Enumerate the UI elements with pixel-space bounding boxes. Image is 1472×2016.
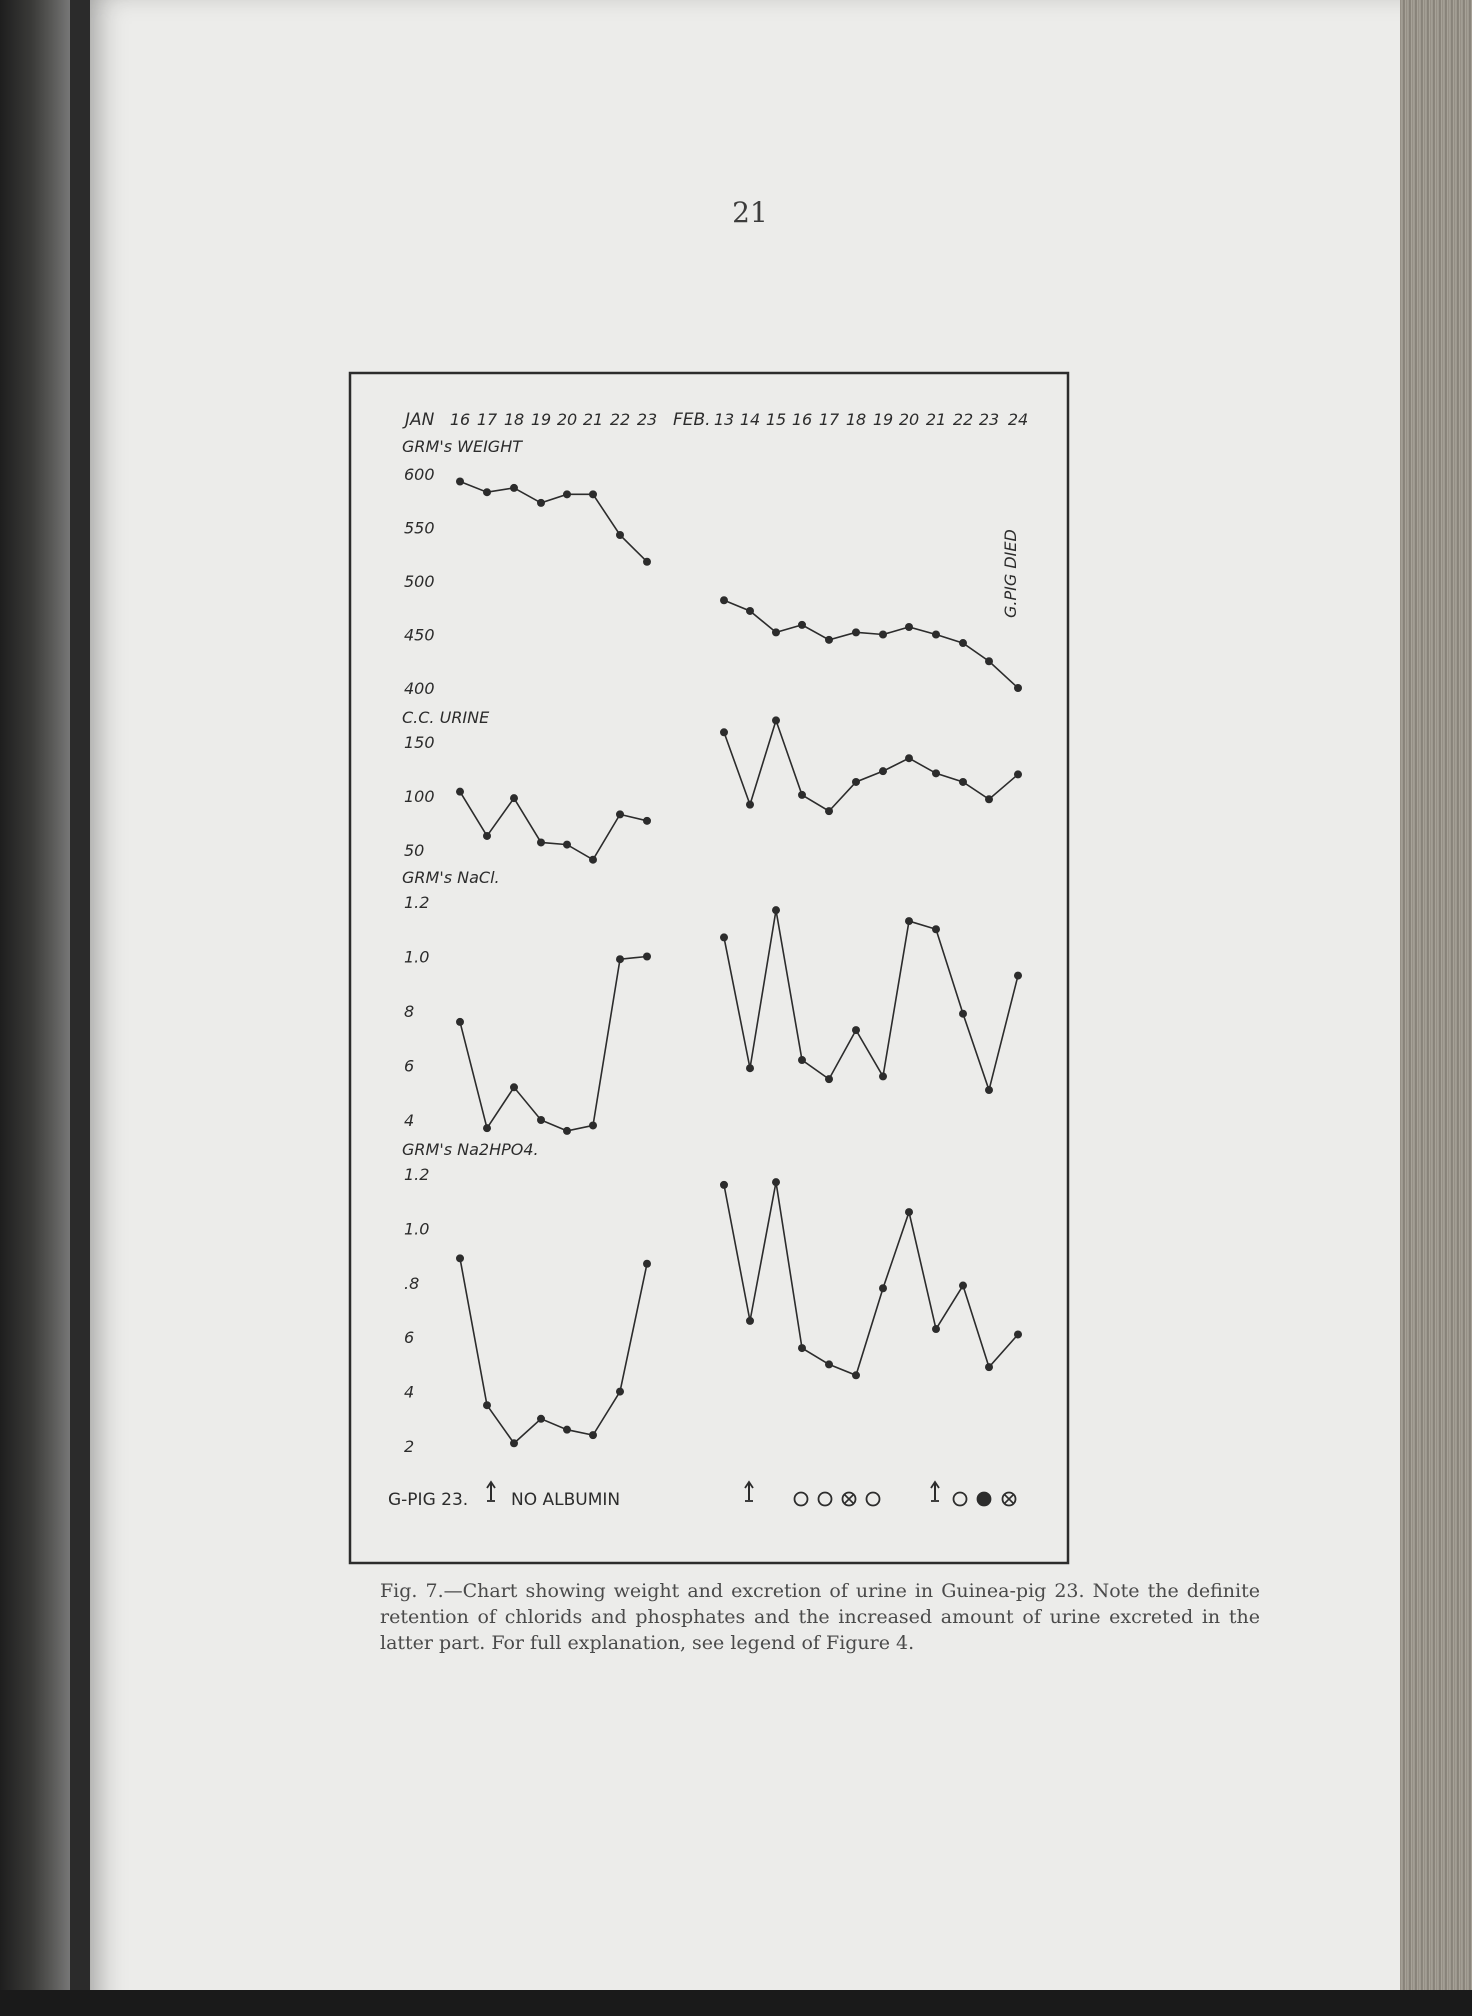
data-point bbox=[772, 628, 780, 636]
data-point bbox=[616, 1388, 624, 1396]
y-tick-label: 1.2 bbox=[404, 893, 430, 912]
header-feb-day: 16 bbox=[791, 410, 813, 429]
y-tick-label: 100 bbox=[404, 787, 435, 806]
chart-frame bbox=[350, 373, 1068, 1563]
legend-symbol-cross bbox=[843, 1493, 856, 1506]
data-point bbox=[537, 1415, 545, 1423]
header-feb-day: 21 bbox=[925, 410, 947, 429]
header-jan-day: 23 bbox=[636, 410, 658, 429]
figure-caption: Fig. 7.—Chart showing weight and excretion of urine in Guinea-pig 23. Note the definite retention of chlorids and phosphates and the increased amount of urine excreted in the latter part. For full explanation, see legend of Figure 4. bbox=[380, 1580, 1260, 1654]
data-point bbox=[798, 1056, 806, 1064]
data-point bbox=[932, 1325, 940, 1333]
data-point bbox=[456, 477, 464, 485]
y-tick-label: 150 bbox=[404, 733, 435, 752]
data-point bbox=[510, 1083, 518, 1091]
header-feb-day: 15 bbox=[765, 410, 787, 429]
panel-title: C.C. URINE bbox=[402, 708, 490, 727]
data-point bbox=[483, 832, 491, 840]
header-feb-day: 13 bbox=[713, 410, 735, 429]
panel-phosphate bbox=[402, 1140, 1022, 1456]
y-tick-label: 550 bbox=[404, 518, 435, 538]
data-point bbox=[879, 1072, 887, 1080]
legend-symbol-cross bbox=[1003, 1493, 1016, 1506]
data-point bbox=[772, 906, 780, 914]
data-point bbox=[772, 716, 780, 724]
header-jan-day: 19 bbox=[530, 410, 552, 429]
data-point bbox=[589, 490, 597, 498]
header-feb-day: 23 bbox=[978, 410, 1000, 429]
date-header bbox=[402, 410, 1028, 430]
y-tick-label: 50 bbox=[404, 841, 425, 860]
data-point bbox=[852, 1026, 860, 1034]
header-jan-day: 18 bbox=[503, 410, 525, 429]
legend-symbol-open bbox=[795, 1493, 808, 1506]
series-line-feb bbox=[724, 1182, 1018, 1375]
data-point bbox=[746, 801, 754, 809]
series-line-feb bbox=[724, 910, 1018, 1090]
y-tick-label: 6 bbox=[404, 1328, 415, 1348]
plot-area bbox=[402, 437, 1022, 1456]
y-tick-label: 6 bbox=[404, 1056, 415, 1076]
data-point bbox=[510, 794, 518, 802]
data-point bbox=[746, 1064, 754, 1072]
panel-title: GRM's NaCl. bbox=[402, 868, 500, 887]
series-line-jan bbox=[460, 957, 647, 1131]
data-point bbox=[643, 817, 651, 825]
data-point bbox=[456, 1254, 464, 1262]
died-annotation: G.PIG DIED bbox=[1001, 529, 1020, 618]
data-point bbox=[959, 639, 967, 647]
panel-nacl bbox=[402, 868, 1022, 1135]
series-line-feb bbox=[724, 720, 1018, 811]
data-point bbox=[852, 1371, 860, 1379]
data-point bbox=[537, 499, 545, 507]
data-point bbox=[746, 1317, 754, 1325]
data-point bbox=[798, 1344, 806, 1352]
y-tick-label: 500 bbox=[404, 572, 435, 591]
data-point bbox=[563, 1426, 571, 1434]
data-point bbox=[720, 596, 728, 604]
panel-weight bbox=[402, 437, 1022, 698]
header-feb-day: 20 bbox=[898, 410, 920, 429]
data-point bbox=[483, 1124, 491, 1132]
data-point bbox=[510, 484, 518, 492]
data-point bbox=[563, 1127, 571, 1135]
data-point bbox=[985, 1363, 993, 1371]
header-feb-label: FEB. bbox=[673, 410, 711, 430]
data-point bbox=[932, 631, 940, 639]
header-jan-day: 16 bbox=[449, 410, 471, 429]
y-tick-label: 400 bbox=[404, 679, 435, 698]
data-point bbox=[959, 1010, 967, 1018]
data-point bbox=[825, 807, 833, 815]
data-point bbox=[643, 953, 651, 961]
data-point bbox=[985, 657, 993, 665]
data-point bbox=[537, 838, 545, 846]
y-tick-label: 2 bbox=[404, 1437, 415, 1456]
data-point bbox=[798, 621, 806, 629]
data-point bbox=[456, 1018, 464, 1026]
data-point bbox=[825, 1360, 833, 1368]
panel-urine bbox=[402, 708, 1022, 864]
header-jan-label: JAN bbox=[405, 410, 435, 430]
data-point bbox=[537, 1116, 545, 1124]
data-point bbox=[852, 778, 860, 786]
panel-title: GRM's WEIGHT bbox=[402, 437, 522, 456]
legend-symbol-filled bbox=[978, 1493, 991, 1506]
data-point bbox=[1014, 1330, 1022, 1338]
data-point bbox=[720, 1181, 728, 1189]
data-point bbox=[879, 767, 887, 775]
panel-title: GRM's Na2HPO4. bbox=[402, 1140, 539, 1159]
data-point bbox=[959, 1282, 967, 1290]
data-point bbox=[616, 810, 624, 818]
data-point bbox=[589, 1431, 597, 1439]
legend-row bbox=[388, 1482, 1016, 1510]
data-point bbox=[720, 933, 728, 941]
data-point bbox=[905, 623, 913, 631]
y-tick-label: 450 bbox=[404, 625, 435, 645]
data-point bbox=[985, 1086, 993, 1094]
arrow-marker-icon bbox=[931, 1482, 939, 1501]
data-point bbox=[643, 1260, 651, 1268]
series-line-jan bbox=[460, 792, 647, 860]
y-tick-label: 600 bbox=[404, 465, 435, 484]
data-point bbox=[985, 795, 993, 803]
header-feb-day: 19 bbox=[872, 410, 894, 429]
data-point bbox=[932, 769, 940, 777]
data-point bbox=[932, 925, 940, 933]
header-jan-day: 22 bbox=[609, 410, 631, 429]
data-point bbox=[1014, 972, 1022, 980]
header-feb-day: 18 bbox=[845, 410, 867, 429]
data-point bbox=[483, 488, 491, 496]
data-point bbox=[879, 1284, 887, 1292]
data-point bbox=[798, 791, 806, 799]
header-jan-day: 17 bbox=[476, 410, 498, 429]
data-point bbox=[772, 1178, 780, 1186]
no-albumin-arrow-icon bbox=[487, 1482, 495, 1501]
series-line-jan bbox=[460, 1258, 647, 1443]
data-point bbox=[825, 636, 833, 644]
data-point bbox=[616, 531, 624, 539]
y-tick-label: 4 bbox=[404, 1111, 415, 1130]
legend-subject: G-PIG 23. bbox=[388, 1490, 469, 1510]
y-tick-label: 1.0 bbox=[404, 1219, 430, 1239]
arrow-marker-icon bbox=[745, 1482, 753, 1501]
header-feb-day: 22 bbox=[952, 410, 974, 429]
data-point bbox=[456, 788, 464, 796]
data-point bbox=[825, 1075, 833, 1083]
data-point bbox=[563, 841, 571, 849]
header-jan-day: 20 bbox=[556, 410, 578, 429]
header-jan-day: 21 bbox=[582, 410, 604, 429]
y-tick-label: .8 bbox=[404, 1273, 420, 1293]
data-point bbox=[746, 607, 754, 615]
data-point bbox=[483, 1401, 491, 1409]
y-tick-label: 8 bbox=[404, 1002, 415, 1021]
data-point bbox=[905, 1208, 913, 1216]
data-point bbox=[879, 631, 887, 639]
data-point bbox=[510, 1439, 518, 1447]
y-tick-label: 4 bbox=[404, 1382, 415, 1402]
header-feb-day: 17 bbox=[818, 410, 840, 429]
series-line-feb bbox=[724, 600, 1018, 688]
y-tick-label: 1.2 bbox=[404, 1165, 430, 1184]
legend-symbol-open bbox=[867, 1493, 880, 1506]
legend-symbol-open bbox=[954, 1493, 967, 1506]
data-point bbox=[589, 856, 597, 864]
data-point bbox=[905, 917, 913, 925]
data-point bbox=[616, 955, 624, 963]
legend-note: NO ALBUMIN bbox=[511, 1490, 621, 1510]
data-point bbox=[1014, 770, 1022, 778]
data-point bbox=[1014, 684, 1022, 692]
legend-symbol-open bbox=[819, 1493, 832, 1506]
data-point bbox=[563, 490, 571, 498]
data-point bbox=[643, 558, 651, 566]
data-point bbox=[720, 728, 728, 736]
data-point bbox=[959, 778, 967, 786]
page-number: 21 bbox=[732, 196, 768, 229]
data-point bbox=[852, 628, 860, 636]
data-point bbox=[905, 754, 913, 762]
y-tick-label: 1.0 bbox=[404, 947, 430, 967]
header-feb-day: 24 bbox=[1007, 410, 1029, 429]
data-point bbox=[589, 1121, 597, 1129]
header-feb-day: 14 bbox=[739, 410, 761, 429]
